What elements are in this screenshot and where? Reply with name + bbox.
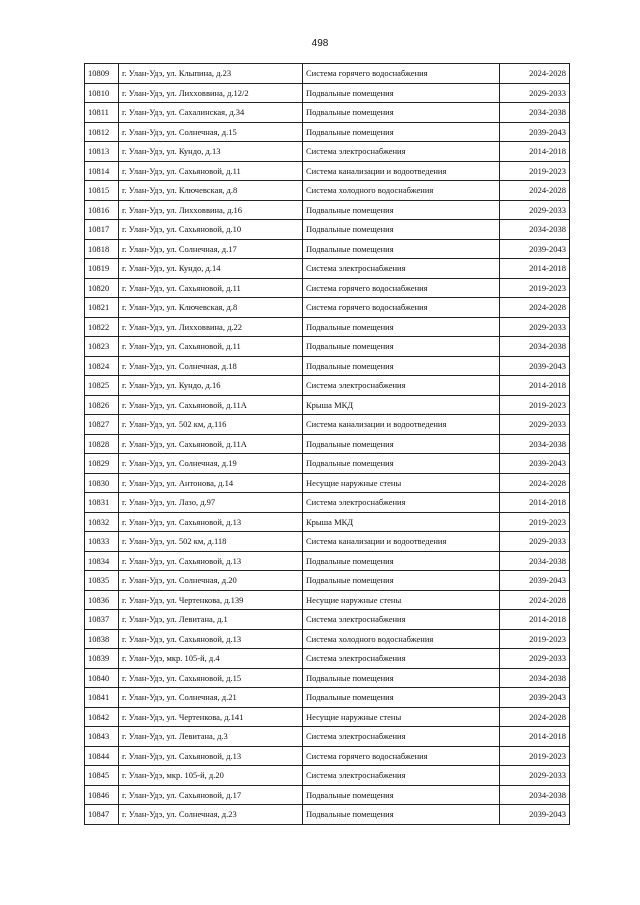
row-number: 10847 <box>85 805 119 825</box>
row-address: г. Улан-Удэ, ул. Антонова, д.14 <box>119 473 303 493</box>
row-number: 10814 <box>85 161 119 181</box>
row-number: 10816 <box>85 200 119 220</box>
row-address: г. Улан-Удэ, ул. Ключевская, д.8 <box>119 298 303 318</box>
table-row <box>85 142 570 162</box>
row-number: 10835 <box>85 571 119 591</box>
row-address: г. Улан-Удэ, ул. Сахалинская, д.34 <box>119 103 303 123</box>
row-number: 10830 <box>85 473 119 493</box>
row-system: Подвальные помещения <box>303 434 500 454</box>
row-number: 10841 <box>85 688 119 708</box>
row-period: 2019-2023 <box>500 161 570 181</box>
row-system: Подвальные помещения <box>303 317 500 337</box>
row-system: Подвальные помещения <box>303 571 500 591</box>
table-row <box>85 356 570 376</box>
row-system: Подвальные помещения <box>303 220 500 240</box>
row-number: 10846 <box>85 785 119 805</box>
row-number: 10812 <box>85 122 119 142</box>
row-period: 2014-2018 <box>500 376 570 396</box>
row-address: г. Улан-Удэ, ул. Лиxxоввина, д.16 <box>119 200 303 220</box>
row-period: 2034-2038 <box>500 220 570 240</box>
row-number: 10845 <box>85 766 119 786</box>
row-number: 10809 <box>85 64 119 84</box>
table-row <box>85 493 570 513</box>
row-number: 10826 <box>85 395 119 415</box>
row-address: г. Улан-Удэ, ул. Клыпина, д.23 <box>119 64 303 84</box>
row-period: 2029-2033 <box>500 317 570 337</box>
row-number: 10836 <box>85 590 119 610</box>
table-row <box>85 122 570 142</box>
row-number: 10810 <box>85 83 119 103</box>
row-system: Система канализации и водоотведения <box>303 415 500 435</box>
table-row <box>85 434 570 454</box>
row-number: 10833 <box>85 532 119 552</box>
row-number: 10837 <box>85 610 119 630</box>
row-system: Система канализации и водоотведения <box>303 161 500 181</box>
row-system: Подвальные помещения <box>303 103 500 123</box>
row-address: г. Улан-Удэ, ул. Лазо, д.97 <box>119 493 303 513</box>
row-period: 2029-2033 <box>500 415 570 435</box>
row-number: 10842 <box>85 707 119 727</box>
row-system: Система электроснабжения <box>303 610 500 630</box>
table-row <box>85 103 570 123</box>
row-address: г. Улан-Удэ, ул. Сахьяновой, д.17 <box>119 785 303 805</box>
row-address: г. Улан-Удэ, мкр. 105-й, д.4 <box>119 649 303 669</box>
table-row <box>85 785 570 805</box>
row-system: Подвальные помещения <box>303 337 500 357</box>
row-system: Система электроснабжения <box>303 727 500 747</box>
row-number: 10823 <box>85 337 119 357</box>
row-system: Подвальные помещения <box>303 200 500 220</box>
row-number: 10840 <box>85 668 119 688</box>
row-system: Подвальные помещения <box>303 83 500 103</box>
table-row <box>85 727 570 747</box>
row-period: 2029-2033 <box>500 532 570 552</box>
row-system: Подвальные помещения <box>303 122 500 142</box>
row-number: 10815 <box>85 181 119 201</box>
row-period: 2039-2043 <box>500 805 570 825</box>
row-address: г. Улан-Удэ, ул. Кундо, д.13 <box>119 142 303 162</box>
row-address: г. Улан-Удэ, ул. Солнечная, д.21 <box>119 688 303 708</box>
row-period: 2034-2038 <box>500 434 570 454</box>
row-system: Система канализации и водоотведения <box>303 532 500 552</box>
row-system: Система горячего водоснабжения <box>303 746 500 766</box>
row-address: г. Улан-Удэ, мкр. 105-й, д.20 <box>119 766 303 786</box>
row-address: г. Улан-Удэ, ул. Сахьяновой, д.11 <box>119 278 303 298</box>
row-number: 10838 <box>85 629 119 649</box>
table-row <box>85 746 570 766</box>
row-number: 10832 <box>85 512 119 532</box>
row-period: 2034-2038 <box>500 668 570 688</box>
table-row <box>85 317 570 337</box>
row-address: г. Улан-Удэ, ул. Сахьяновой, д.13 <box>119 746 303 766</box>
row-system: Несущие наружные стены <box>303 590 500 610</box>
row-number: 10819 <box>85 259 119 279</box>
row-period: 2019-2023 <box>500 512 570 532</box>
row-address: г. Улан-Удэ, ул. Сахьяновой, д.10 <box>119 220 303 240</box>
row-number: 10811 <box>85 103 119 123</box>
table-row <box>85 64 570 84</box>
row-system: Система горячего водоснабжения <box>303 64 500 84</box>
row-system: Система электроснабжения <box>303 493 500 513</box>
row-address: г. Улан-Удэ, ул. Сахьяновой, д.15 <box>119 668 303 688</box>
row-period: 2029-2033 <box>500 766 570 786</box>
row-system: Подвальные помещения <box>303 668 500 688</box>
table-row <box>85 766 570 786</box>
row-number: 10839 <box>85 649 119 669</box>
row-period: 2024-2028 <box>500 707 570 727</box>
row-system: Подвальные помещения <box>303 551 500 571</box>
table-row <box>85 649 570 669</box>
row-address: г. Улан-Удэ, ул. Солнечная, д.17 <box>119 239 303 259</box>
row-address: г. Улан-Удэ, ул. Чертенкова, д.141 <box>119 707 303 727</box>
row-period: 2039-2043 <box>500 571 570 591</box>
row-address: г. Улан-Удэ, ул. Солнечная, д.19 <box>119 454 303 474</box>
row-address: г. Улан-Удэ, ул. Сахьяновой, д.13 <box>119 512 303 532</box>
registry-table <box>84 63 570 825</box>
row-period: 2019-2023 <box>500 629 570 649</box>
row-period: 2014-2018 <box>500 493 570 513</box>
row-system: Несущие наружные стены <box>303 473 500 493</box>
row-system: Крыша МКД <box>303 512 500 532</box>
row-period: 2019-2023 <box>500 746 570 766</box>
table-row <box>85 376 570 396</box>
row-number: 10843 <box>85 727 119 747</box>
row-address: г. Улан-Удэ, ул. Кундо, д.16 <box>119 376 303 396</box>
table-row <box>85 239 570 259</box>
row-address: г. Улан-Удэ, ул. Сахьяновой, д.11А <box>119 434 303 454</box>
row-number: 10834 <box>85 551 119 571</box>
row-number: 10831 <box>85 493 119 513</box>
row-period: 2024-2028 <box>500 64 570 84</box>
row-period: 2034-2038 <box>500 551 570 571</box>
row-number: 10820 <box>85 278 119 298</box>
row-period: 2039-2043 <box>500 688 570 708</box>
table-row <box>85 200 570 220</box>
row-number: 10818 <box>85 239 119 259</box>
row-system: Подвальные помещения <box>303 356 500 376</box>
row-address: г. Улан-Удэ, ул. 502 км, д.116 <box>119 415 303 435</box>
row-period: 2034-2038 <box>500 103 570 123</box>
row-system: Система горячего водоснабжения <box>303 278 500 298</box>
table-row <box>85 512 570 532</box>
table-row <box>85 688 570 708</box>
table-row <box>85 629 570 649</box>
row-address: г. Улан-Удэ, ул. Левитана, д.1 <box>119 610 303 630</box>
page-number: 498 <box>311 38 329 49</box>
row-address: г. Улан-Удэ, ул. Ключевская, д.8 <box>119 181 303 201</box>
row-address: г. Улан-Удэ, ул. Сахьяновой, д.11 <box>119 337 303 357</box>
row-number: 10822 <box>85 317 119 337</box>
table-row <box>85 454 570 474</box>
row-period: 2014-2018 <box>500 259 570 279</box>
table-row <box>85 278 570 298</box>
row-period: 2029-2033 <box>500 200 570 220</box>
row-number: 10824 <box>85 356 119 376</box>
row-number: 10825 <box>85 376 119 396</box>
table-row <box>85 532 570 552</box>
row-period: 2024-2028 <box>500 590 570 610</box>
row-address: г. Улан-Удэ, ул. Сахьяновой, д.11А <box>119 395 303 415</box>
row-number: 10829 <box>85 454 119 474</box>
row-address: г. Улан-Удэ, ул. Сахьяновой, д.13 <box>119 629 303 649</box>
row-address: г. Улан-Удэ, ул. Лиxxоввина, д.22 <box>119 317 303 337</box>
table-row <box>85 181 570 201</box>
row-address: г. Улан-Удэ, ул. Солнечная, д.20 <box>119 571 303 591</box>
row-system: Несущие наружные стены <box>303 707 500 727</box>
row-system: Система электроснабжения <box>303 649 500 669</box>
row-system: Система горячего водоснабжения <box>303 298 500 318</box>
table-row <box>85 668 570 688</box>
row-system: Крыша МКД <box>303 395 500 415</box>
row-system: Система электроснабжения <box>303 259 500 279</box>
row-system: Подвальные помещения <box>303 688 500 708</box>
row-period: 2024-2028 <box>500 181 570 201</box>
row-period: 2019-2023 <box>500 278 570 298</box>
table-row <box>85 707 570 727</box>
row-number: 10813 <box>85 142 119 162</box>
row-address: г. Улан-Удэ, ул. Солнечная, д.18 <box>119 356 303 376</box>
row-number: 10821 <box>85 298 119 318</box>
row-period: 2034-2038 <box>500 337 570 357</box>
row-address: г. Улан-Удэ, ул. Кундо, д.14 <box>119 259 303 279</box>
row-number: 10844 <box>85 746 119 766</box>
row-period: 2014-2018 <box>500 610 570 630</box>
table-row <box>85 161 570 181</box>
row-period: 2039-2043 <box>500 239 570 259</box>
row-address: г. Улан-Удэ, ул. Левитана, д.3 <box>119 727 303 747</box>
table-row <box>85 259 570 279</box>
row-system: Подвальные помещения <box>303 785 500 805</box>
row-system: Система холодного водоснабжения <box>303 629 500 649</box>
row-address: г. Улан-Удэ, ул. Солнечная, д.23 <box>119 805 303 825</box>
row-system: Система электроснабжения <box>303 766 500 786</box>
row-number: 10817 <box>85 220 119 240</box>
row-address: г. Улан-Удэ, ул. Лиxxоввина, д.12/2 <box>119 83 303 103</box>
row-period: 2029-2033 <box>500 83 570 103</box>
row-period: 2034-2038 <box>500 785 570 805</box>
row-number: 10828 <box>85 434 119 454</box>
table-row <box>85 590 570 610</box>
registry-table-body <box>85 64 570 825</box>
row-period: 2014-2018 <box>500 142 570 162</box>
row-period: 2014-2018 <box>500 727 570 747</box>
row-number: 10827 <box>85 415 119 435</box>
table-row <box>85 610 570 630</box>
row-period: 2039-2043 <box>500 356 570 376</box>
table-row <box>85 805 570 825</box>
row-system: Подвальные помещения <box>303 239 500 259</box>
row-period: 2024-2028 <box>500 473 570 493</box>
table-row <box>85 83 570 103</box>
table-row <box>85 337 570 357</box>
table-row <box>85 220 570 240</box>
table-row <box>85 298 570 318</box>
table-row <box>85 395 570 415</box>
row-period: 2029-2033 <box>500 649 570 669</box>
row-address: г. Улан-Удэ, ул. Сахьяновой, д.13 <box>119 551 303 571</box>
row-address: г. Улан-Удэ, ул. Чертенкова, д.139 <box>119 590 303 610</box>
table-row <box>85 415 570 435</box>
row-system: Система электроснабжения <box>303 376 500 396</box>
row-system: Система холодного водоснабжения <box>303 181 500 201</box>
row-system: Система электроснабжения <box>303 142 500 162</box>
row-period: 2039-2043 <box>500 122 570 142</box>
row-address: г. Улан-Удэ, ул. Солнечная, д.15 <box>119 122 303 142</box>
row-period: 2019-2023 <box>500 395 570 415</box>
row-address: г. Улан-Удэ, ул. Сахьяновой, д.11 <box>119 161 303 181</box>
row-system: Подвальные помещения <box>303 454 500 474</box>
table-row <box>85 551 570 571</box>
table-row <box>85 571 570 591</box>
row-address: г. Улан-Удэ, ул. 502 км, д.118 <box>119 532 303 552</box>
row-system: Подвальные помещения <box>303 805 500 825</box>
row-period: 2039-2043 <box>500 454 570 474</box>
row-period: 2024-2028 <box>500 298 570 318</box>
table-row <box>85 473 570 493</box>
